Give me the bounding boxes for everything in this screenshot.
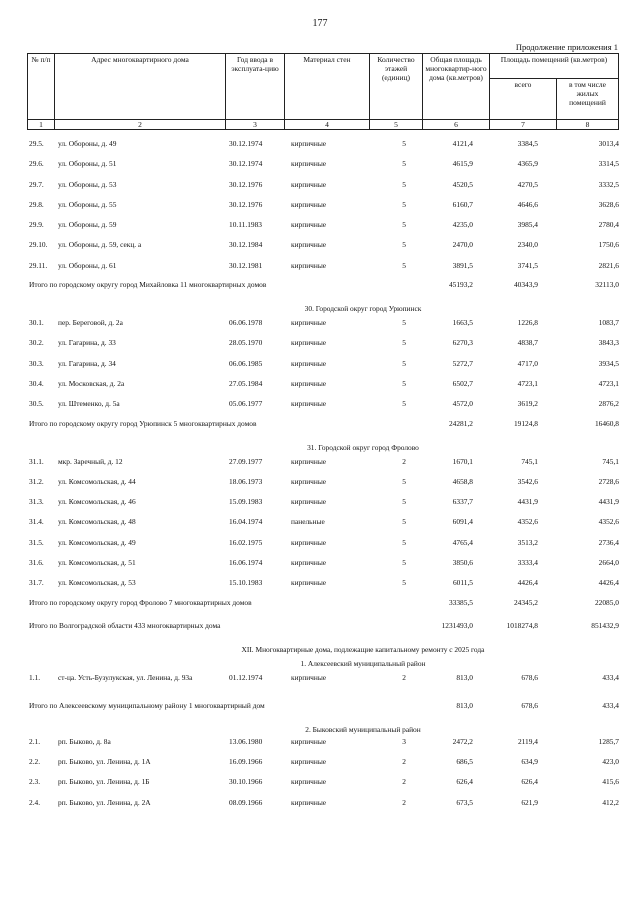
table-row <box>27 755 619 775</box>
row-living-area: 3934,5 <box>598 358 619 368</box>
row-floors: 2 <box>402 756 406 766</box>
col-num: 8 <box>557 120 619 130</box>
row-number: 2.4. <box>29 797 41 807</box>
table-row <box>27 475 619 495</box>
table-row <box>27 238 619 258</box>
col-num: 4 <box>285 120 370 130</box>
row-floors: 5 <box>402 558 406 568</box>
row-address: ул. Комсомольская, д. 48 <box>58 517 136 527</box>
row-number: 31.4. <box>29 517 44 527</box>
row-rooms-area: 4723,1 <box>517 378 538 388</box>
row-year: 30.12.1974 <box>229 159 263 169</box>
row-number: 2.2. <box>29 756 41 766</box>
row-address: рп. Быково, ул. Ленина, д. 1Б <box>58 777 150 787</box>
row-wall-material: кирпичные <box>291 558 327 568</box>
row-address: мкр. Заречный, д. 12 <box>58 456 123 466</box>
row-living-area: 433,4 <box>602 672 619 682</box>
row-number: 30.1. <box>29 318 44 328</box>
row-address: ул. Комсомольская, д. 51 <box>58 558 136 568</box>
row-wall-material: кирпичные <box>291 399 327 409</box>
table-row <box>27 357 619 377</box>
row-wall-material: кирпичные <box>291 456 327 466</box>
table-row <box>27 157 619 177</box>
row-year: 06.06.1985 <box>229 358 263 368</box>
row-number: 29.11. <box>29 260 48 270</box>
row-address: ул. Гагарина, д. 34 <box>58 358 116 368</box>
total-area: 24281,2 <box>448 418 473 428</box>
row-total-area: 4121,4 <box>452 139 473 148</box>
row-floors: 5 <box>402 159 406 169</box>
row-address: ул. Гагарина, д. 33 <box>58 338 116 348</box>
row-wall-material: кирпичные <box>291 736 327 746</box>
row-floors: 5 <box>402 517 406 527</box>
total-living-area: 22085,0 <box>594 597 619 607</box>
row-wall-material: кирпичные <box>291 756 327 766</box>
row-floors: 3 <box>402 736 406 746</box>
row-rooms-area: 2119,4 <box>517 736 538 746</box>
row-floors: 5 <box>402 497 406 507</box>
row-living-area: 1285,7 <box>598 736 619 746</box>
row-total-area: 1663,5 <box>452 318 473 328</box>
table-row <box>27 671 619 700</box>
total-label: Итого по городскому округу город Фролово 7 многоквартирных домов <box>29 597 252 607</box>
row-floors: 5 <box>402 338 406 348</box>
row-wall-material: кирпичные <box>291 537 327 547</box>
row-total-area: 6160,7 <box>452 199 473 209</box>
row-rooms-area: 2340,0 <box>517 240 538 250</box>
row-floors: 2 <box>402 672 406 682</box>
row-wall-material: кирпичные <box>291 159 327 169</box>
row-rooms-area: 1226,8 <box>517 318 538 328</box>
table-row <box>27 198 619 218</box>
section-title: 31. Городской округ город Фролово <box>307 442 419 452</box>
column-numbers-row <box>28 120 619 130</box>
header-rooms-area: Площадь помещений (кв.метров) <box>490 54 619 79</box>
total-rooms-area: 678,6 <box>521 700 538 710</box>
total-label: Итого по Волгоградской области 433 многоквартирных дома <box>29 620 221 630</box>
header-year: Год ввода в эксплуата-цию <box>226 54 285 120</box>
row-total-area: 4235,0 <box>452 220 473 230</box>
col-num: 7 <box>490 120 557 130</box>
row-year: 30.12.1974 <box>229 139 263 148</box>
row-floors: 5 <box>402 378 406 388</box>
row-address: рп. Быково, ул. Ленина, д. 1А <box>58 756 151 766</box>
row-number: 30.5. <box>29 399 44 409</box>
row-wall-material: кирпичные <box>291 378 327 388</box>
total-rooms-area: 19124,8 <box>513 418 538 428</box>
row-floors: 5 <box>402 318 406 328</box>
table-row <box>27 515 619 535</box>
page-number: 177 <box>312 18 328 29</box>
row-living-area: 3628,6 <box>598 199 619 209</box>
header-num: № п/п <box>28 54 55 120</box>
row-address: ул. Комсомольская, д. 46 <box>58 497 136 507</box>
header-living: в том числе жилых помещений <box>557 79 619 120</box>
header-all: всего <box>490 79 557 120</box>
row-floors: 5 <box>402 358 406 368</box>
row-rooms-area: 3985,4 <box>517 220 538 230</box>
row-year: 05.06.1977 <box>229 399 263 409</box>
row-wall-material: кирпичные <box>291 338 327 348</box>
row-number: 29.9. <box>29 220 44 230</box>
row-number: 31.5. <box>29 537 44 547</box>
header-total-area: Общая площадь многоквартир-ного дома (кв.метров) <box>423 54 490 120</box>
table-row <box>27 316 619 336</box>
table-row <box>27 397 619 417</box>
row-address: ул. Московская, д. 2а <box>58 378 125 388</box>
row-year: 15.09.1983 <box>229 497 263 507</box>
row-number: 29.7. <box>29 179 44 189</box>
table-row <box>27 218 619 238</box>
row-number: 31.1. <box>29 456 44 466</box>
row-year: 30.12.1984 <box>229 240 263 250</box>
row-number: 31.6. <box>29 558 44 568</box>
row-living-area: 412,2 <box>602 797 619 807</box>
row-rooms-area: 745,1 <box>521 456 538 466</box>
table-row <box>27 137 619 157</box>
total-living-area: 433,4 <box>602 700 619 710</box>
section-title: 30. Городской округ город Урюпинск <box>304 304 422 314</box>
row-floors: 2 <box>402 777 406 787</box>
row-year: 30.10.1966 <box>229 777 263 787</box>
row-wall-material: кирпичные <box>291 476 327 486</box>
section-heading <box>27 657 619 671</box>
row-rooms-area: 634,9 <box>521 756 538 766</box>
row-number: 29.8. <box>29 199 44 209</box>
section-title: 1. Алексеевский муниципальный район <box>300 658 426 668</box>
row-living-area: 2664,0 <box>598 558 619 568</box>
row-floors: 5 <box>402 139 406 148</box>
row-living-area: 3013,4 <box>598 139 619 148</box>
row-number: 2.3. <box>29 777 41 787</box>
row-total-area: 5272,7 <box>452 358 473 368</box>
row-total-area: 673,5 <box>456 797 473 807</box>
row-floors: 5 <box>402 260 406 270</box>
table-row <box>27 495 619 515</box>
total-living-area: 16460,8 <box>594 418 619 428</box>
row-total-area: 4658,8 <box>452 476 473 486</box>
section-heading <box>27 302 619 316</box>
row-year: 16.04.1974 <box>229 517 263 527</box>
section-title: 2. Быковский муниципальный район <box>305 724 421 734</box>
row-floors: 5 <box>402 399 406 409</box>
row-year: 30.12.1976 <box>229 199 263 209</box>
table-row <box>27 576 619 596</box>
total-row <box>27 597 619 620</box>
row-rooms-area: 3619,2 <box>517 399 538 409</box>
row-address: ул. Комсомольская, д. 44 <box>58 476 136 486</box>
table-row <box>27 178 619 198</box>
row-living-area: 4352,6 <box>598 517 619 527</box>
total-row <box>27 279 619 302</box>
col-num: 5 <box>370 120 423 130</box>
row-living-area: 1750,6 <box>598 240 619 250</box>
row-address: ул. Обороны, д. 49 <box>58 139 117 148</box>
row-total-area: 4572,0 <box>452 399 473 409</box>
row-number: 30.4. <box>29 378 44 388</box>
row-living-area: 415,6 <box>602 777 619 787</box>
row-number: 31.3. <box>29 497 44 507</box>
row-wall-material: кирпичные <box>291 777 327 787</box>
row-living-area: 1083,7 <box>598 318 619 328</box>
row-year: 06.06.1978 <box>229 318 263 328</box>
row-address: пер. Береговой, д. 2а <box>58 318 123 328</box>
table-row <box>27 796 619 816</box>
row-year: 30.12.1981 <box>229 260 263 270</box>
row-living-area: 4723,1 <box>598 378 619 388</box>
row-total-area: 6091,4 <box>452 517 473 527</box>
table-row <box>27 775 619 795</box>
row-year: 16.09.1966 <box>229 756 263 766</box>
row-rooms-area: 4717,0 <box>517 358 538 368</box>
row-total-area: 4765,4 <box>452 537 473 547</box>
total-label: Итого по городскому округу город Урюпинск 5 многоквартирных домов <box>29 418 257 428</box>
row-total-area: 4615,9 <box>452 159 473 169</box>
row-rooms-area: 4838,7 <box>517 338 538 348</box>
section-heading <box>27 723 619 735</box>
row-wall-material: кирпичные <box>291 318 327 328</box>
row-number: 29.6. <box>29 159 44 169</box>
row-rooms-area: 3513,2 <box>517 537 538 547</box>
table-row <box>27 336 619 356</box>
row-number: 31.7. <box>29 578 44 588</box>
row-number: 31.2. <box>29 476 44 486</box>
row-floors: 5 <box>402 537 406 547</box>
row-year: 27.05.1984 <box>229 378 263 388</box>
row-address: рп. Быково, д. 8а <box>58 736 111 746</box>
row-wall-material: кирпичные <box>291 578 327 588</box>
row-floors: 5 <box>402 476 406 486</box>
row-living-area: 3314,5 <box>598 159 619 169</box>
total-area: 33385,5 <box>448 597 473 607</box>
row-rooms-area: 4646,6 <box>517 199 538 209</box>
table-body <box>27 137 619 816</box>
row-floors: 5 <box>402 179 406 189</box>
row-total-area: 4520,5 <box>452 179 473 189</box>
table-row <box>27 259 619 279</box>
row-living-area: 4426,4 <box>598 578 619 588</box>
total-area: 813,0 <box>456 700 473 710</box>
row-wall-material: кирпичные <box>291 220 327 230</box>
row-address: ул. Комсомольская, д. 49 <box>58 537 136 547</box>
total-rooms-area: 24345,2 <box>513 597 538 607</box>
row-rooms-area: 626,4 <box>521 777 538 787</box>
row-living-area: 2821,6 <box>598 260 619 270</box>
row-rooms-area: 4431,9 <box>517 497 538 507</box>
row-total-area: 3891,5 <box>452 260 473 270</box>
row-living-area: 3843,3 <box>598 338 619 348</box>
row-number: 30.3. <box>29 358 44 368</box>
row-rooms-area: 3384,5 <box>517 139 538 148</box>
row-address: ул. Штеменко, д. 5а <box>58 399 120 409</box>
row-total-area: 1670,1 <box>452 456 473 466</box>
row-year: 08.09.1966 <box>229 797 263 807</box>
header-floors: Количество этажей (единиц) <box>370 54 423 120</box>
row-total-area: 6011,5 <box>452 578 473 588</box>
row-year: 30.12.1976 <box>229 179 263 189</box>
row-rooms-area: 3741,5 <box>517 260 538 270</box>
row-year: 28.05.1970 <box>229 338 263 348</box>
row-year: 16.02.1975 <box>229 537 263 547</box>
col-num: 1 <box>28 120 55 130</box>
total-living-area: 851432,9 <box>591 620 619 630</box>
section-heading <box>27 643 619 657</box>
row-number: 29.10. <box>29 240 48 250</box>
row-living-area: 2728,6 <box>598 476 619 486</box>
row-address: ул. Обороны, д. 53 <box>58 179 117 189</box>
row-total-area: 2472,2 <box>452 736 473 746</box>
row-wall-material: кирпичные <box>291 497 327 507</box>
row-number: 30.2. <box>29 338 44 348</box>
total-label: Итого по городскому округу город Михайловка 11 многоквартирных домов <box>29 280 267 290</box>
col-num: 3 <box>226 120 285 130</box>
row-total-area: 626,4 <box>456 777 473 787</box>
col-num: 2 <box>55 120 226 130</box>
row-rooms-area: 621,9 <box>521 797 538 807</box>
row-year: 15.10.1983 <box>229 578 263 588</box>
total-area: 1231493,0 <box>441 620 473 630</box>
row-wall-material: кирпичные <box>291 358 327 368</box>
row-address: ул. Обороны, д. 59, секц. а <box>58 240 142 250</box>
row-floors: 5 <box>402 578 406 588</box>
section-title: XII. Многоквартирные дома, подлежащие капитальному ремонту с 2025 года <box>241 644 485 654</box>
table-row <box>27 556 619 576</box>
total-rooms-area: 1018274,8 <box>506 620 538 630</box>
total-area: 45193,2 <box>448 280 473 290</box>
row-floors: 2 <box>402 797 406 807</box>
total-row <box>27 620 619 643</box>
row-year: 01.12.1974 <box>229 672 263 682</box>
row-floors: 5 <box>402 240 406 250</box>
row-wall-material: кирпичные <box>291 260 327 270</box>
row-rooms-area: 3333,4 <box>517 558 538 568</box>
row-year: 13.06.1980 <box>229 736 263 746</box>
row-address: рп. Быково, ул. Ленина, д. 2А <box>58 797 151 807</box>
table-row <box>27 735 619 755</box>
row-year: 10.11.1983 <box>229 220 262 230</box>
row-number: 1.1. <box>29 672 41 682</box>
row-address: ул. Обороны, д. 61 <box>58 260 117 270</box>
row-rooms-area: 4270,5 <box>517 179 538 189</box>
total-rooms-area: 40343,9 <box>513 280 538 290</box>
row-wall-material: кирпичные <box>291 672 327 682</box>
row-address: ст-ца. Усть-Бузулукская, ул. Ленина, д. 93а <box>58 672 193 682</box>
row-living-area: 3332,5 <box>598 179 619 189</box>
row-living-area: 745,1 <box>602 456 619 466</box>
row-total-area: 6502,7 <box>452 378 473 388</box>
total-label: Итого по Алексеевскому муниципальному району 1 многоквартирный дом <box>29 700 265 710</box>
row-year: 18.06.1973 <box>229 476 263 486</box>
row-number: 29.5. <box>29 139 44 148</box>
row-address: ул. Обороны, д. 55 <box>58 199 117 209</box>
row-total-area: 686,5 <box>456 756 473 766</box>
row-rooms-area: 4352,6 <box>517 517 538 527</box>
row-wall-material: кирпичные <box>291 139 327 148</box>
row-rooms-area: 4426,4 <box>517 578 538 588</box>
row-living-area: 2736,4 <box>598 537 619 547</box>
row-rooms-area: 4365,9 <box>517 159 538 169</box>
row-rooms-area: 678,6 <box>521 672 538 682</box>
row-wall-material: кирпичные <box>291 797 327 807</box>
header-wall: Материал стен <box>285 54 370 120</box>
row-total-area: 6337,7 <box>452 497 473 507</box>
row-number: 2.1. <box>29 736 41 746</box>
row-total-area: 813,0 <box>456 672 473 682</box>
table-row <box>27 455 619 475</box>
row-wall-material: панельные <box>291 517 325 527</box>
row-total-area: 2470,0 <box>452 240 473 250</box>
table-header <box>27 53 619 130</box>
table-row <box>27 536 619 556</box>
col-num: 6 <box>423 120 490 130</box>
row-floors: 2 <box>402 456 406 466</box>
row-wall-material: кирпичные <box>291 179 327 189</box>
row-address: ул. Обороны, д. 59 <box>58 220 117 230</box>
row-year: 27.09.1977 <box>229 456 263 466</box>
row-living-area: 423,0 <box>602 756 619 766</box>
row-living-area: 2780,4 <box>598 220 619 230</box>
row-total-area: 6270,3 <box>452 338 473 348</box>
row-wall-material: кирпичные <box>291 240 327 250</box>
continuation-label: Продолжение приложения 1 <box>515 42 618 52</box>
row-living-area: 4431,9 <box>598 497 619 507</box>
row-living-area: 2876,2 <box>598 399 619 409</box>
total-row <box>27 700 619 723</box>
header-address: Адрес многоквартирного дома <box>55 54 226 120</box>
row-address: ул. Обороны, д. 51 <box>58 159 117 169</box>
row-year: 16.06.1974 <box>229 558 263 568</box>
row-rooms-area: 3542,6 <box>517 476 538 486</box>
total-row <box>27 418 619 441</box>
row-floors: 5 <box>402 220 406 230</box>
section-heading <box>27 441 619 455</box>
total-living-area: 32113,0 <box>595 280 619 290</box>
row-floors: 5 <box>402 199 406 209</box>
row-address: ул. Комсомольская, д. 53 <box>58 578 136 588</box>
row-wall-material: кирпичные <box>291 199 327 209</box>
row-total-area: 3850,6 <box>452 558 473 568</box>
table-row <box>27 377 619 397</box>
